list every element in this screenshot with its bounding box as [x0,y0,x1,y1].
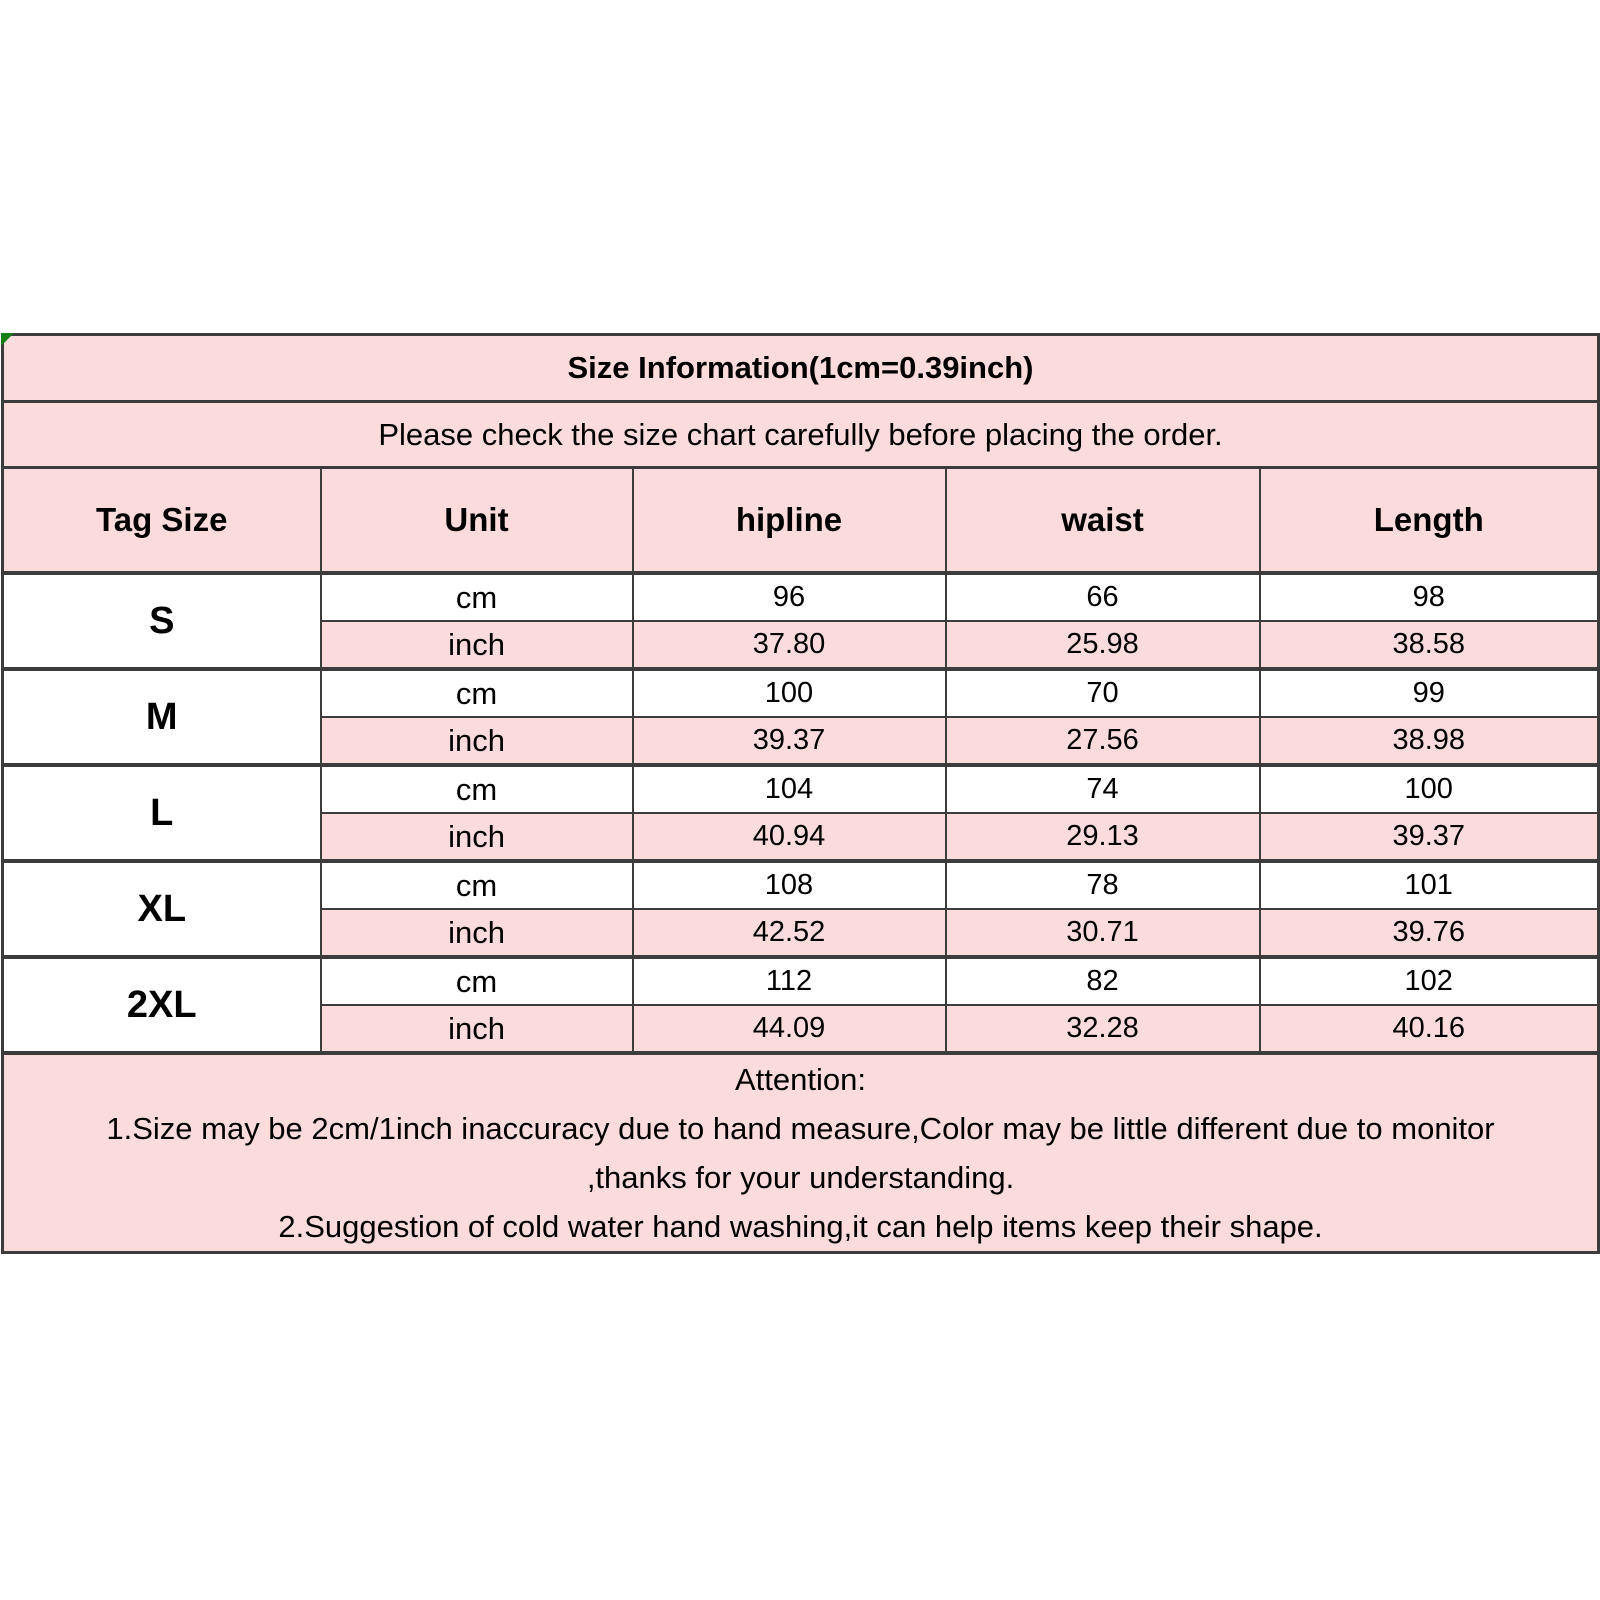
measurement-cell: 42.52 [633,909,946,957]
measurement-cell: 38.98 [1260,717,1599,765]
column-header-unit: Unit [321,468,633,574]
measurement-cell: 78 [946,861,1260,909]
unit-cell: inch [321,909,633,957]
measurement-cell: 40.94 [633,813,946,861]
measurement-cell: 39.37 [633,717,946,765]
measurement-cell: 99 [1260,669,1599,717]
attention-note [3,1053,1599,1253]
measurement-cell: 44.09 [633,1005,946,1053]
measurement-cell: 25.98 [946,621,1260,669]
measurement-cell: 100 [633,669,946,717]
unit-cell: inch [321,621,633,669]
measurement-cell: 38.58 [1260,621,1599,669]
measurement-cell: 39.37 [1260,813,1599,861]
attention-line-3: 2.Suggestion of cold water hand washing,it can help items keep their shape. [278,1209,1323,1244]
measurement-cell: 37.80 [633,621,946,669]
unit-cell: cm [321,957,633,1005]
size-table [1,333,1600,1254]
size-label-l: L [3,765,321,861]
measurement-cell: 98 [1260,573,1599,621]
table-row [3,957,1599,1005]
measurement-cell: 27.56 [946,717,1260,765]
measurement-cell: 30.71 [946,909,1260,957]
column-header-length: Length [1260,468,1599,574]
measurement-cell: 102 [1260,957,1599,1005]
corner-marker-icon [1,333,14,346]
size-label-s: S [3,573,321,669]
measurement-cell: 70 [946,669,1260,717]
attention-line-2: ,thanks for your understanding. [586,1160,1015,1195]
title-row [3,335,1599,402]
measurement-cell: 32.28 [946,1005,1260,1053]
table-row [3,861,1599,909]
header-row [3,468,1599,574]
measurement-cell: 29.13 [946,813,1260,861]
measurement-cell: 74 [946,765,1260,813]
measurement-cell: 100 [1260,765,1599,813]
column-header-hipline: hipline [633,468,946,574]
column-header-waist: waist [946,468,1260,574]
table-row [3,765,1599,813]
table-title: Size Information(1cm=0.39inch) [3,335,1599,402]
measurement-cell: 39.76 [1260,909,1599,957]
subtitle-row [3,402,1599,468]
size-label-2xl: 2XL [3,957,321,1053]
measurement-cell: 112 [633,957,946,1005]
measurement-cell: 104 [633,765,946,813]
table-subtitle: Please check the size chart carefully before placing the order. [3,402,1599,468]
unit-cell: inch [321,813,633,861]
measurement-cell: 82 [946,957,1260,1005]
unit-cell: cm [321,573,633,621]
attention-row [3,1053,1599,1253]
unit-cell: inch [321,1005,633,1053]
table-row [3,573,1599,621]
measurement-cell: 101 [1260,861,1599,909]
size-label-xl: XL [3,861,321,957]
unit-cell: cm [321,669,633,717]
attention-line-1: 1.Size may be 2cm/1inch inaccuracy due to hand measure,Color may be little different due to monitor [106,1111,1495,1146]
unit-cell: cm [321,861,633,909]
unit-cell: inch [321,717,633,765]
attention-heading: Attention: [735,1062,866,1097]
measurement-cell: 66 [946,573,1260,621]
column-header-tag-size: Tag Size [3,468,321,574]
measurement-cell: 96 [633,573,946,621]
size-chart [1,333,1597,1254]
measurement-cell: 108 [633,861,946,909]
unit-cell: cm [321,765,633,813]
table-row [3,669,1599,717]
size-label-m: M [3,669,321,765]
measurement-cell: 40.16 [1260,1005,1599,1053]
